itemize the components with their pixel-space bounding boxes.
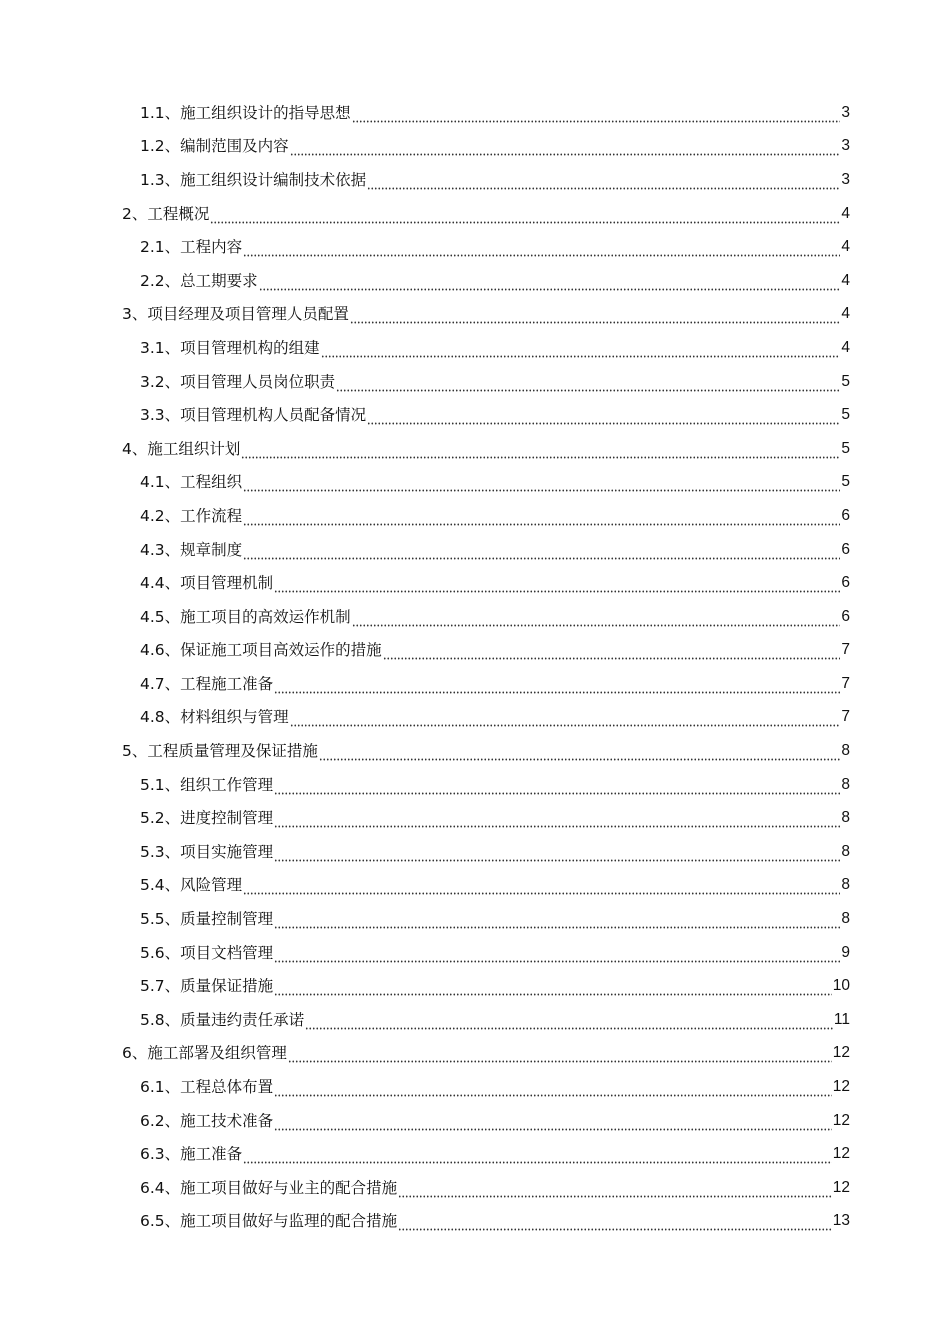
- toc-entry-title-text: 施工组织设计的指导思想: [180, 103, 351, 122]
- toc-entry-number: 6.4、: [140, 1178, 181, 1197]
- toc-dot-leader: [274, 982, 832, 996]
- toc-page-number: 7: [841, 708, 850, 726]
- toc-page-number: 8: [841, 876, 850, 894]
- toc-entry-number: 3、: [122, 305, 148, 324]
- toc-entry-number: 4.2、: [140, 506, 181, 525]
- toc-entry-number: 3.2、: [140, 372, 181, 391]
- toc-entry-title-text: 施工部署及组织管理: [147, 1044, 287, 1063]
- toc-entry-title: [140, 674, 273, 694]
- toc-dot-leader: [290, 713, 841, 727]
- toc-entry[interactable]: [0, 331, 950, 365]
- toc-page-number: 7: [841, 641, 850, 659]
- toc-page-number: 6: [841, 607, 850, 625]
- toc-entry[interactable]: [0, 466, 950, 500]
- toc-dot-leader: [243, 243, 840, 257]
- toc-entry-title: [140, 1144, 242, 1164]
- toc-dot-leader: [274, 915, 840, 929]
- toc-entry-title: [122, 304, 349, 324]
- toc-entry[interactable]: [0, 1171, 950, 1205]
- toc-entry-number: 3.1、: [140, 338, 181, 357]
- toc-page-number: 12: [832, 1044, 850, 1062]
- toc-entry-title: [140, 338, 320, 358]
- toc-dot-leader: [398, 1217, 832, 1231]
- toc-dot-leader: [243, 1150, 832, 1164]
- toc-entry-number: 4.3、: [140, 540, 181, 559]
- toc-entry[interactable]: [0, 197, 950, 231]
- toc-entry-number: 4.4、: [140, 574, 181, 593]
- toc-dot-leader: [288, 1049, 832, 1063]
- toc-page-number: 6: [841, 540, 850, 558]
- toc-entry-title: [140, 103, 351, 123]
- toc-page-number: 6: [841, 506, 850, 524]
- toc-entry-number: 1.3、: [140, 170, 181, 189]
- toc-entry-title-text: 质量保证措施: [180, 977, 274, 996]
- toc-entry-title: [140, 1211, 397, 1231]
- toc-dot-leader: [352, 109, 841, 123]
- toc-dot-leader: [274, 848, 840, 862]
- toc-entry-title: [140, 707, 289, 727]
- toc-entry[interactable]: [0, 634, 950, 668]
- toc-entry-number: 5.5、: [140, 910, 181, 929]
- toc-entry-number: 4.7、: [140, 674, 181, 693]
- toc-entry-title: [140, 875, 242, 895]
- toc-entry[interactable]: [0, 365, 950, 399]
- toc-page-number: 12: [832, 1078, 850, 1096]
- toc-entry-title: [122, 741, 318, 761]
- toc-entry-title: [140, 271, 258, 291]
- toc-entry-title: [122, 1043, 287, 1063]
- toc-dot-leader: [398, 1184, 832, 1198]
- toc-page-number: 10: [832, 977, 850, 995]
- toc-entry[interactable]: [0, 1070, 950, 1104]
- toc-entry-title-text: 总工期要求: [180, 271, 258, 290]
- toc-dot-leader: [290, 142, 841, 156]
- toc-entry[interactable]: [0, 869, 950, 903]
- toc-entry-title-text: 项目管理机构人员配备情况: [180, 406, 367, 425]
- toc-page-number: 12: [832, 1111, 850, 1129]
- toc-entry-title-text: 风险管理: [180, 876, 243, 895]
- toc-entry-number: 4.1、: [140, 473, 181, 492]
- toc-entry[interactable]: [0, 801, 950, 835]
- toc-entry-number: 4.8、: [140, 708, 181, 727]
- toc-dot-leader: [367, 411, 840, 425]
- toc-entry-title: [140, 1010, 304, 1030]
- toc-entry[interactable]: [0, 163, 950, 197]
- toc-entry-title-text: 项目实施管理: [180, 842, 274, 861]
- toc-entry-title-text: 组织工作管理: [180, 775, 274, 794]
- toc-entry-title: [140, 976, 273, 996]
- toc-dot-leader: [321, 344, 841, 358]
- toc-entry-title-text: 项目管理人员岗位职责: [180, 372, 336, 391]
- toc-entry-title-text: 项目经理及项目管理人员配置: [147, 305, 349, 324]
- toc-entry[interactable]: [0, 835, 950, 869]
- toc-entry-title-text: 质量控制管理: [180, 910, 274, 929]
- toc-dot-leader: [319, 747, 840, 761]
- toc-entry[interactable]: [0, 566, 950, 600]
- toc-entry-title: [140, 1111, 273, 1131]
- toc-entry-title: [140, 842, 273, 862]
- toc-dot-leader: [274, 1083, 832, 1097]
- toc-entry-title: [140, 1077, 273, 1097]
- toc-dot-leader: [367, 176, 840, 190]
- toc-entry-title: [140, 472, 242, 492]
- toc-entry-number: 1.2、: [140, 137, 181, 156]
- toc-page-number: 8: [841, 742, 850, 760]
- toc-entry-number: 3.3、: [140, 406, 181, 425]
- toc-entry-title-text: 施工项目的高效运作机制: [180, 607, 351, 626]
- toc-page-number: 12: [832, 1145, 850, 1163]
- toc-entry-title: [140, 372, 335, 392]
- toc-entry-title-text: 工程总体布置: [180, 1078, 274, 1097]
- toc-entry[interactable]: [0, 432, 950, 466]
- toc-entry-title: [140, 540, 242, 560]
- toc-entry-number: 5.6、: [140, 943, 181, 962]
- toc-page-number: 8: [841, 775, 850, 793]
- toc-dot-leader: [274, 1117, 832, 1131]
- toc-page-number: 8: [841, 910, 850, 928]
- toc-dot-leader: [350, 310, 840, 324]
- toc-entry-title-text: 施工项目做好与监理的配合措施: [180, 1212, 398, 1231]
- toc-entry-title: [140, 170, 366, 190]
- toc-entry-title-text: 工程质量管理及保证措施: [147, 742, 318, 761]
- toc-entry[interactable]: [0, 902, 950, 936]
- toc-entry-title-text: 项目管理机制: [180, 574, 274, 593]
- toc-entry-title-text: 施工组织设计编制技术依据: [180, 170, 367, 189]
- toc-entry-title: [140, 775, 273, 795]
- toc-dot-leader: [243, 881, 840, 895]
- toc-entry-title: [140, 943, 273, 963]
- toc-dot-leader: [243, 512, 840, 526]
- toc-entry[interactable]: [0, 1137, 950, 1171]
- toc-entry-number: 5.4、: [140, 876, 181, 895]
- toc-entry[interactable]: [0, 936, 950, 970]
- toc-entry[interactable]: [0, 1205, 950, 1239]
- toc-page-number: 12: [832, 1178, 850, 1196]
- toc-dot-leader: [210, 210, 840, 224]
- toc-entry[interactable]: [0, 1003, 950, 1037]
- toc-entry[interactable]: [0, 264, 950, 298]
- toc-entry-title: [140, 640, 382, 660]
- toc-page-number: 4: [841, 204, 850, 222]
- toc-page-number: 4: [841, 305, 850, 323]
- toc-dot-leader: [274, 814, 840, 828]
- toc-page-number: 9: [841, 943, 850, 961]
- toc-page-number: 3: [841, 103, 850, 121]
- toc-entry-title: [122, 439, 240, 459]
- toc-entry[interactable]: [0, 1104, 950, 1138]
- toc-entry-number: 6.1、: [140, 1078, 181, 1097]
- toc-dot-leader: [274, 949, 840, 963]
- toc-entry-number: 5、: [122, 742, 148, 761]
- toc-entry-title-text: 工程施工准备: [180, 674, 274, 693]
- toc-dot-leader: [243, 546, 840, 560]
- toc-entry-title-text: 工程概况: [147, 204, 210, 223]
- toc-entry-title-text: 项目管理机构的组建: [180, 338, 320, 357]
- toc-entry-number: 1.1、: [140, 103, 181, 122]
- toc-entry-title: [140, 405, 366, 425]
- toc-entry-number: 6.2、: [140, 1111, 181, 1130]
- toc-dot-leader: [274, 579, 840, 593]
- toc-entry-number: 5.8、: [140, 1010, 181, 1029]
- toc-entry-number: 6.3、: [140, 1145, 181, 1164]
- toc-page-number: 3: [841, 137, 850, 155]
- toc-page-number: 8: [841, 809, 850, 827]
- toc-entry[interactable]: [0, 734, 950, 768]
- toc-page-number: 6: [841, 574, 850, 592]
- toc-page-number: 7: [841, 674, 850, 692]
- toc-entry-number: 6.5、: [140, 1212, 181, 1231]
- toc-entry-title-text: 施工技术准备: [180, 1111, 274, 1130]
- toc-entry-title-text: 质量违约责任承诺: [180, 1010, 305, 1029]
- toc-dot-leader: [383, 646, 841, 660]
- toc-page-number: 8: [841, 842, 850, 860]
- toc-page-number: 5: [841, 406, 850, 424]
- toc-page-number: 3: [841, 170, 850, 188]
- toc-entry-title-text: 编制范围及内容: [180, 137, 289, 156]
- toc-entry-number: 2.1、: [140, 238, 181, 257]
- toc-dot-leader: [243, 478, 840, 492]
- toc-entry-title: [122, 204, 209, 224]
- toc-entry-number: 5.1、: [140, 775, 181, 794]
- toc-page-number: 4: [841, 271, 850, 289]
- toc-entry[interactable]: [0, 130, 950, 164]
- toc-entry-title-text: 进度控制管理: [180, 809, 274, 828]
- toc-page-number: 5: [841, 473, 850, 491]
- toc-dot-leader: [274, 781, 840, 795]
- toc-entry-title: [140, 506, 242, 526]
- toc-entry-title: [140, 909, 273, 929]
- toc-entry[interactable]: [0, 667, 950, 701]
- toc-entry-number: 2、: [122, 204, 148, 223]
- toc-dot-leader: [305, 1016, 833, 1030]
- toc-entry-title-text: 工程内容: [180, 238, 243, 257]
- toc-entry[interactable]: [0, 701, 950, 735]
- toc-entry-title-text: 施工组织计划: [147, 439, 241, 458]
- toc-dot-leader: [336, 378, 840, 392]
- table-of-contents: [0, 96, 950, 1238]
- toc-entry-title: [140, 136, 289, 156]
- toc-entry-number: 4.5、: [140, 607, 181, 626]
- toc-page-number: 5: [841, 439, 850, 457]
- toc-entry[interactable]: [0, 398, 950, 432]
- toc-entry-title: [140, 573, 273, 593]
- toc-entry-title: [140, 237, 242, 257]
- toc-entry-number: 5.3、: [140, 842, 181, 861]
- toc-entry[interactable]: [0, 499, 950, 533]
- toc-entry[interactable]: [0, 533, 950, 567]
- toc-entry-title-text: 工作流程: [180, 506, 243, 525]
- toc-entry-number: 4、: [122, 439, 148, 458]
- toc-dot-leader: [352, 613, 841, 627]
- toc-entry-number: 6、: [122, 1044, 148, 1063]
- toc-entry-title-text: 保证施工项目高效运作的措施: [180, 641, 382, 660]
- toc-entry-number: 5.7、: [140, 977, 181, 996]
- toc-entry-number: 5.2、: [140, 809, 181, 828]
- toc-entry-title-text: 施工项目做好与业主的配合措施: [180, 1178, 398, 1197]
- toc-dot-leader: [259, 277, 841, 291]
- toc-page-number: 5: [841, 372, 850, 390]
- toc-entry[interactable]: [0, 96, 950, 130]
- toc-entry-number: 2.2、: [140, 271, 181, 290]
- toc-page-number: 13: [832, 1212, 850, 1230]
- toc-entry-title-text: 项目文档管理: [180, 943, 274, 962]
- toc-entry[interactable]: [0, 969, 950, 1003]
- toc-entry[interactable]: [0, 600, 950, 634]
- toc-entry-number: 4.6、: [140, 641, 181, 660]
- toc-page-number: 4: [841, 238, 850, 256]
- toc-entry-title: [140, 1178, 397, 1198]
- toc-entry-title-text: 材料组织与管理: [180, 708, 289, 727]
- toc-entry[interactable]: [0, 1037, 950, 1071]
- toc-entry[interactable]: [0, 230, 950, 264]
- toc-page-number: 4: [841, 338, 850, 356]
- toc-entry[interactable]: [0, 298, 950, 332]
- toc-entry-title-text: 规章制度: [180, 540, 243, 559]
- toc-entry-title-text: 施工准备: [180, 1145, 243, 1164]
- toc-entry-title: [140, 808, 273, 828]
- toc-entry-title: [140, 607, 351, 627]
- toc-dot-leader: [274, 680, 840, 694]
- toc-entry-title-text: 工程组织: [180, 473, 243, 492]
- toc-dot-leader: [241, 445, 840, 459]
- toc-entry[interactable]: [0, 768, 950, 802]
- toc-page-number: 11: [833, 1010, 850, 1028]
